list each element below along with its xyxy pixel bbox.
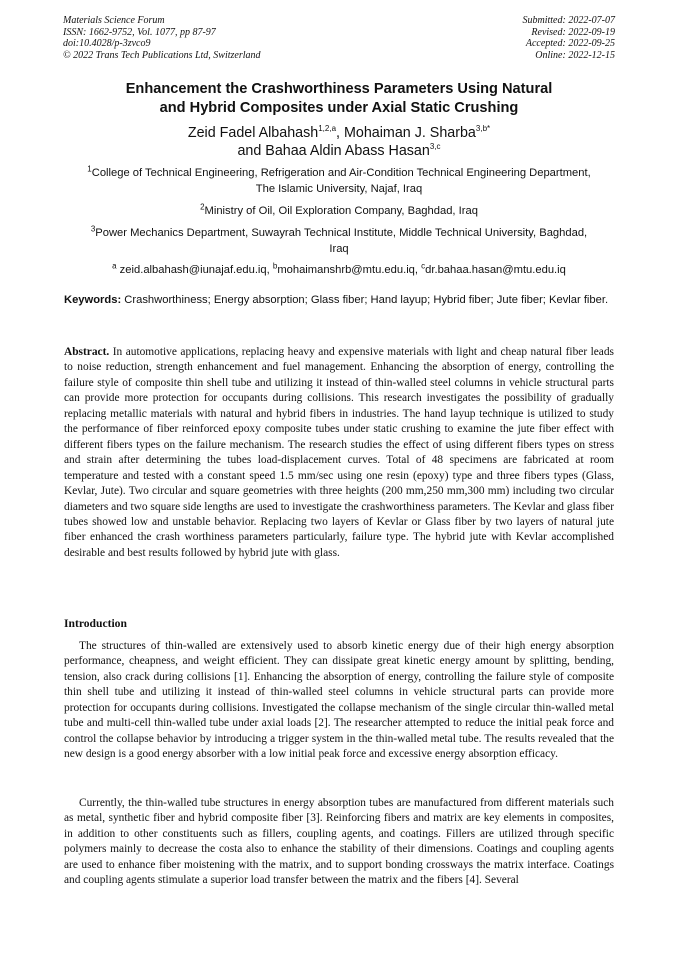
author-3-prefix: and — [237, 143, 266, 159]
email-b-marker: b — [272, 261, 278, 271]
author-1: Zeid Fadel Albahash — [187, 125, 319, 141]
abstract-label: Abstract. — [64, 346, 110, 358]
author-list — [60, 124, 618, 160]
affiliation-1-marker: 1 — [87, 164, 92, 174]
email-c-marker: c — [421, 261, 426, 271]
email-a[interactable]: zeid.albahash@iunajaf.edu.iq, — [116, 264, 273, 276]
title-line-2: and Hybrid Composites under Axial Static Crushing — [159, 99, 519, 116]
affiliation-1 — [80, 166, 598, 197]
abstract-section — [64, 345, 614, 561]
email-c[interactable]: dr.bahaa.hasan@mtu.edu.iq — [425, 264, 566, 276]
affiliation-2 — [80, 204, 598, 220]
introduction-paragraph-2: Currently, the thin-walled tube structures in energy absorption tubes are manufactured from different materials such as metal, synthetic fiber and hybrid composite fiber [3]. Reinforcing fibers and matrix are key elements in composites, in addition to other constituents such as fillers, coupling agents, and coatings. Fillers are utilized through specific polymers mainly to decrease the costa also to enhance the stability of their dimensions. Coatings and coupling agents are used to enhance fiber moistening with the matrix, and to support bonding crossways the matrix interface. Coatings and coupling agents stimulate a superior load transfer between the matrix and the fibers [4]. Several — [64, 797, 614, 887]
affiliation-2-text: Ministry of Oil, Oil Exploration Company, Baghdad, Iraq — [204, 205, 478, 217]
title-line-1: Enhancement the Crashworthiness Parameters Using Natural — [125, 81, 553, 97]
email-a-marker: a — [112, 261, 117, 271]
author-separator: , — [336, 125, 344, 141]
author-3: Bahaa Aldin Abass Hasan — [265, 143, 430, 159]
journal-issn: ISSN: 1662-9752, Vol. 1077, pp 87-97 — [63, 26, 216, 38]
authors-line-2 — [60, 142, 618, 160]
date-revised: Revised: 2022-09-19 — [531, 26, 615, 38]
keywords-label: Keywords: — [64, 294, 122, 306]
author-emails — [60, 263, 618, 278]
author-1-affil: 1,2,a — [318, 124, 337, 134]
author-3-affil: 3,c — [429, 142, 441, 152]
affiliation-3-text: Power Mechanics Department, Suwayrah Technical Institute, Middle Technical University, Baghdad, Iraq — [95, 227, 588, 255]
introduction-paragraph-1: The structures of thin-walled are extensively used to absorb kinetic energy due of their high energy absorption performance, cheapness, and weight efficient. They can dissipate great kinetic energy amount by splitting, bending, tension, also crack during collisions [1]. Enhancing the absorption of energy, controlling the failure style of composite thin shell tube and utilizing it instead of thin-walled steel columns in vehicle structural parts can provide more protection for occupants during collisions. Investigated the collapse mechanism of the single circular thin-walled metal tube and multi-cell thin-walled tube under axial loads [2]. The researcher attempted to reduce the initial peak force and control the collapse behavior by introducing a trigger system in the thin-walled metal tube. The results revealed that the new design is a good energy absorber with a low initial peak force and excessive energy absorption efficacy. — [64, 640, 614, 761]
affiliation-3 — [80, 226, 598, 257]
journal-info — [63, 15, 261, 61]
email-b[interactable]: mohaimanshrb@mtu.edu.iq, — [277, 264, 422, 276]
authors-line-1 — [60, 124, 618, 142]
date-submitted: Submitted: 2022-07-07 — [522, 15, 615, 26]
affiliation-2-marker: 2 — [200, 202, 205, 212]
author-2-affil: 3,b* — [475, 124, 491, 134]
affiliation-3-marker: 3 — [90, 224, 96, 234]
paper-title — [60, 80, 618, 117]
date-online: Online: 2022-12-15 — [535, 49, 615, 61]
date-accepted: Accepted: 2022-09-25 — [525, 38, 615, 50]
article-dates — [523, 15, 616, 61]
abstract-text: In automotive applications, replacing heavy and expensive materials with light and cheap natural fiber leads to noise reduction, strength enhancement and fuel management. Enhancing the absorption of energy, controlling the failure style of composite thin shell tube and utilizing it instead of thin-walled steel columns in vehicle structural parts can provide more protection for occupants during collisions. This research investigates the possibility of gradually replacing metallic materials with natural and hybrid fibers in industries. The hand layup technique is utilized to study the performance of fiber reinforced epoxy composite tubes under static crushing to examine the jute fiber effect with different fibers types on the failure mechanism. The research studies the effect of using different fibers types on stress and strain after determining the tubes load-displacement curves. Total of 48 specimens are fabricated at room temperature and tested with a constant speed 1.5 mm/sec using one resin (epoxy) type and three fibers types (Glass, Kevlar, Jute). Two circular and square geometries with three heights (200 mm,250 mm,300 mm) including two circular diameters and two square side lengths are used to investigate the crashworthiness parameters. The Kevlar and glass fiber tubes showed low and unstable behavior. Replacing two layers of Kevlar or Glass fiber by two layers of natural jute fiber enhanced the crash worthiness parameters particularly, failure type. The hybrid jute with Kevlar accomplished desirable and best results followed by hybrid jute with glass. — [64, 346, 614, 559]
journal-copyright: © 2022 Trans Tech Publications Ltd, Switzerland — [63, 49, 261, 61]
journal-doi[interactable]: doi:10.4028/p-3zvco9 — [63, 38, 151, 50]
affiliation-1-text: College of Technical Engineering, Refrigeration and Air-Condition Technical Engineering Department, The Islamic University, Najaf, Iraq — [91, 167, 591, 195]
keywords-section — [64, 293, 614, 309]
journal-name: Materials Science Forum — [63, 15, 165, 26]
introduction-heading: Introduction — [64, 617, 127, 630]
keywords-text: Crashworthiness; Energy absorption; Glass fiber; Hand layup; Hybrid fiber; Jute fiber; Kevlar fiber. — [121, 294, 609, 306]
author-2: Mohaiman J. Sharba — [343, 125, 476, 141]
